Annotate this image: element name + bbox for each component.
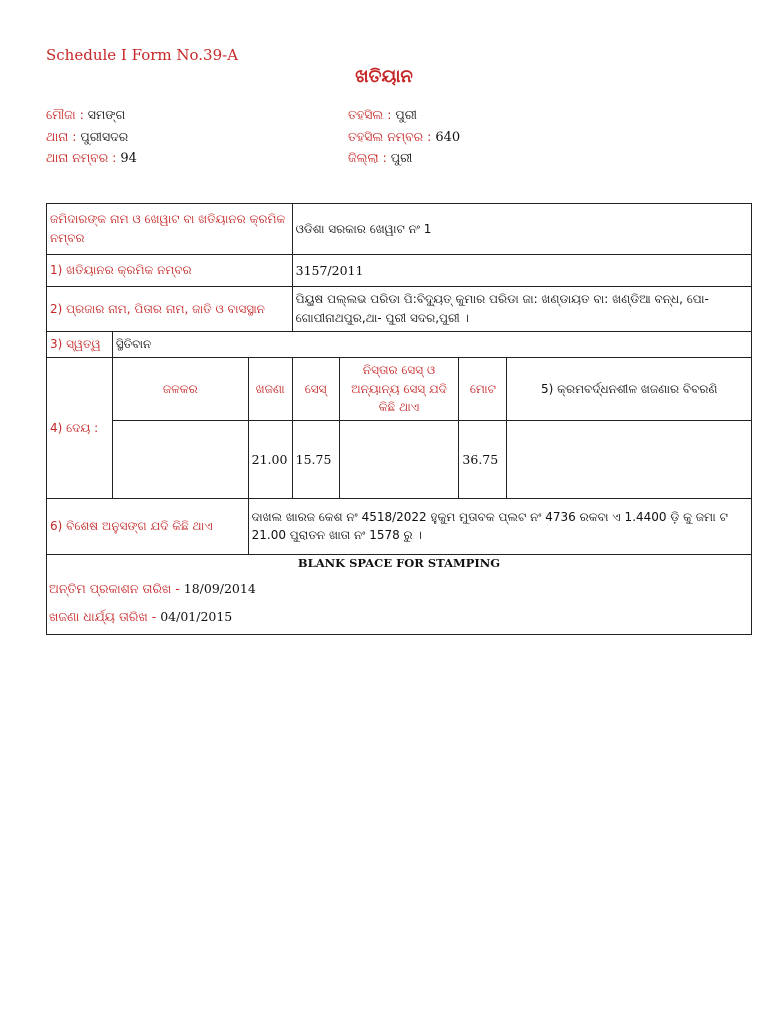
tenant-details-label: 2) ପ୍ରଜାର ନାମ, ପିତାର ନାମ, ଜାତି ଓ ବାସସ୍ଥାନ	[47, 287, 293, 332]
table-row	[47, 332, 752, 358]
table-row	[47, 287, 752, 332]
tax-assessment-date: 04/01/2015	[160, 608, 233, 624]
district-label: ଜିଲ୍ଲା :	[348, 150, 387, 165]
tahasil-label: ତହସିଲ :	[348, 107, 392, 122]
right-label: 3) ସ୍ୱତ୍ୱ	[47, 332, 113, 358]
tahasil-row	[348, 107, 417, 123]
thana-number-value: 94	[120, 151, 137, 166]
tahasil-number-row	[348, 129, 460, 145]
tax-assessment-row	[49, 607, 751, 626]
right-value: ସ୍ଥିତିବାନ	[112, 332, 751, 358]
val-ses: 15.75	[292, 420, 339, 498]
val-nistar-ses	[339, 420, 459, 498]
final-publication-row	[49, 579, 751, 598]
khatiyan-table	[46, 203, 752, 635]
schedule-form-number: Schedule I Form No.39-A	[46, 46, 239, 64]
col-nistar-ses: ନିସ୍ତାର ସେସ୍ ଓ ଅନ୍ୟାନ୍ୟ ସେସ୍ ଯଦି କିଛି ଥାଏ	[339, 358, 459, 421]
col-jalkar: ଜଳକର	[112, 358, 248, 421]
mouza-row	[46, 107, 125, 123]
tahasil-value: ପୁରୀ	[395, 107, 417, 122]
table-row	[47, 255, 752, 287]
col-progressive-rent: 5) କ୍ରମବର୍ଦ୍ଧନଶୀଳ ଖଜଣାର ବିବରଣି	[507, 358, 752, 421]
val-total: 36.75	[459, 420, 507, 498]
table-row	[47, 358, 752, 421]
final-publication-date: 18/09/2014	[183, 580, 256, 596]
district-value: ପୁରୀ	[390, 150, 413, 165]
landlord-label: ଜମିଦାରଙ୍କ ନାମ ଓ ଖେୱାଟ ବା ଖତିୟାନର କ୍ରମିକ ନମ୍ବର	[47, 204, 293, 255]
val-khajana: 21.00	[248, 420, 292, 498]
khatiyan-serial-value: 3157/2011	[292, 255, 751, 287]
table-row	[47, 420, 752, 498]
dues-label: 4) ଦେୟ :	[47, 358, 113, 499]
val-progressive-rent	[507, 420, 752, 498]
thana-row	[46, 129, 128, 145]
col-total: ମୋଟ	[459, 358, 507, 421]
thana-number-row	[46, 150, 137, 166]
special-remarks-value: ଦାଖଲ ଖାରଜ କେଶ ନଂ 4518/2022 ହୁକୁମ ମୁତାବକ ପ୍ଲଟ ନଂ 4736 ରକବା ଏ 1.4400 ଡ଼ି କୁ ଜମା ଟ 21.00 ପୁରାତନ ଖାତା ନଂ 1578 ରୁ ।	[248, 498, 751, 554]
mouza-value: ସମଙ୍ଗ	[87, 107, 126, 122]
district-row	[348, 150, 412, 166]
stamp-space-text: BLANK SPACE FOR STAMPING	[297, 555, 501, 570]
stamping-area	[47, 554, 752, 635]
tax-assessment-label: ଖଜଣା ଧାର୍ଯ୍ୟ ତାରିଖ -	[49, 608, 157, 624]
table-row	[47, 554, 752, 635]
thana-label: ଥାନା :	[46, 129, 77, 144]
table-row	[47, 498, 752, 554]
thana-value: ପୁରୀସଦର	[80, 129, 129, 144]
thana-number-label: ଥାନା ନମ୍ବର :	[46, 150, 117, 165]
tenant-details-value: ପିୟୁଷ ପଲ୍ଲଭ ପରିଡା ପି:ବିଦ୍ୟୁତ୍ କୁମାର ପରିଡା ଜା: ଖଣ୍ଡାୟତ ବା: ଖଣ୍ଡିଆ ବନ୍ଧ, ପୋ-ଗୋପୀନାଥପୁର,ଥା- ପୁରୀ ସଦର,ପୁରୀ ।	[292, 287, 751, 332]
col-khajana: ଖଜଣା	[248, 358, 292, 421]
val-jalkar	[112, 420, 248, 498]
col-ses: ସେସ୍	[292, 358, 339, 421]
special-remarks-label: 6) ବିଶେଷ ଅନୁସଙ୍ଗ ଯଦି କିଛି ଥାଏ	[47, 498, 249, 554]
landlord-value: ଓଡିଶା ସରକାର ଖେୱାଟ ନଂ 1	[292, 204, 751, 255]
tahasil-number-value: 640	[435, 130, 461, 145]
final-publication-label: ଅନ୍ତିମ ପ୍ରକାଶନ ତାରିଖ -	[49, 580, 180, 596]
mouza-label: ମୌଜା :	[46, 107, 84, 122]
table-row	[47, 204, 752, 255]
khatiyan-serial-label: 1) ଖତିୟାନର କ୍ରମିକ ନମ୍ବର	[47, 255, 293, 287]
tahasil-number-label: ତହସିଲ ନମ୍ବର :	[348, 129, 432, 144]
document-title: ଖତିୟାନ	[355, 66, 413, 87]
